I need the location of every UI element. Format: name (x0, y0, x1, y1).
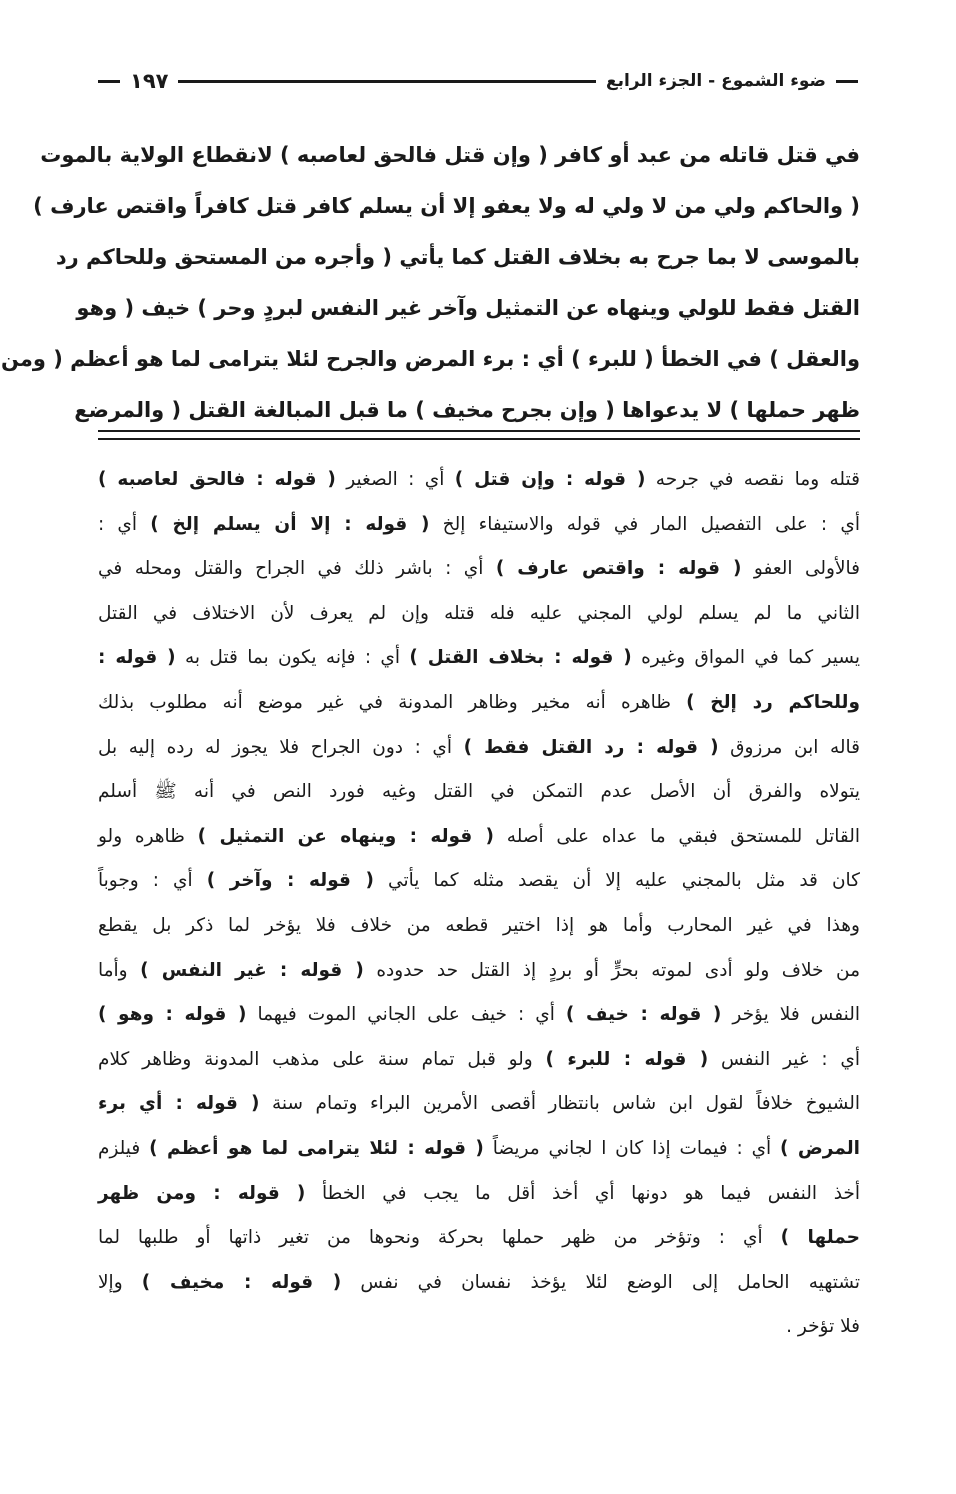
commentary-lemma: وللحاكم رد إلخ ) (686, 691, 860, 713)
commentary-line (98, 1082, 860, 1127)
commentary-line (98, 993, 860, 1038)
commentary-run: ولو قبل تمام سنة على مذهب المدونة وظاهر كلام (98, 1048, 546, 1070)
commentary-lemma: ( قوله : واقتص عارف ) (495, 558, 742, 580)
commentary-lemma: ( قوله : وينهاه عن التمثيل ) (197, 825, 495, 847)
commentary-run: وإلا (98, 1271, 142, 1293)
header-rule-right (836, 80, 858, 83)
commentary-line (98, 1172, 860, 1217)
commentary-run: أي : وجوباً (98, 870, 207, 892)
commentary-line (98, 1216, 860, 1261)
commentary-line (98, 770, 860, 815)
commentary-run: أي : خيف على الجاني الموت فيهما (246, 1004, 566, 1026)
commentary-run: النفس فلا يؤخر (721, 1004, 860, 1026)
commentary-run: أي : الصغير (335, 469, 455, 490)
commentary-run: فلا تؤخر . (786, 1316, 860, 1338)
commentary-line (98, 859, 860, 904)
commentary-run: أي : فيمات إذا كان ا لجاني مريضاً (483, 1137, 781, 1159)
commentary-lemma: ( قوله : وإن قتل ) (454, 469, 646, 490)
commentary-line (98, 1305, 860, 1350)
main-text-line: بالموسى لا بما جرح به بخلاف القتل كما يأتي ( وأجره من المستحق وللحاكم رد (55, 245, 860, 269)
commentary-run: أي : على التفصيل المار في قوله والاستيفاء إلخ (429, 513, 860, 535)
commentary-run: القاتل للمستحق فبقي ما عداه على أصله (494, 825, 860, 847)
commentary-run: الشيوخ خلافاً لقول ابن شاس بانتظار أقصى الأمرين البراء وتمام سنة (259, 1093, 860, 1115)
commentary-run: ظاهره أنه مخير وظاهر المدونة في غير موضع أنه مطلوب بذلك (98, 691, 687, 713)
commentary-run: أي : (98, 513, 151, 535)
commentary-run: أي : باشر ذلك في الجراح والقتل ومحله في (98, 558, 496, 580)
commentary-lemma: ( قوله : رد القتل فقط ) (463, 736, 719, 758)
commentary-line (98, 547, 860, 592)
commentary-line (98, 1127, 860, 1172)
commentary-run: فيلزم (98, 1137, 150, 1159)
main-text-line: والعقل ) في الخطأ ( للبرء ) أي : برء المرض والجرح لئلا يترامى لما هو أعظم ( ومن (0, 347, 860, 371)
commentary-lemma: ( قوله : وهو ) (98, 1004, 247, 1026)
commentary-run: فالأولى العفو (741, 558, 861, 580)
commentary-line (98, 636, 860, 681)
commentary-run: قاله ابن مرزوق (718, 736, 860, 758)
commentary-line (98, 1261, 860, 1306)
commentary-lemma: ( قوله : ومن ظهر (98, 1182, 306, 1204)
main-text (0, 130, 860, 436)
commentary-line (98, 949, 860, 994)
main-text-line: ظهر حملها ) لا يدعواها ( وإن بجرح مخيف ) ما قبل المبالغة القتل ( والمرضع (74, 398, 860, 422)
commentary-lemma: ( قوله : خيف ) (565, 1004, 722, 1026)
commentary-run: أي : وتؤخر من ظهر حملها بحركة ونحوها من تغير ذاتها أو طلبها لما (98, 1227, 781, 1249)
commentary-line (98, 681, 860, 726)
commentary-lemma: ( قوله : أي برء (98, 1093, 260, 1115)
commentary-lemma: ( قوله : (98, 647, 176, 669)
commentary-line (98, 503, 860, 548)
commentary-run: وأما (98, 959, 141, 981)
commentary-run: أي : فإنه يكون بما قتل به (175, 647, 410, 669)
main-text-line: القتل فقط للولي وينهاه عن التمثيل وآخر غير النفس لبردٍ وحر ) خيف ( وهو (76, 296, 860, 320)
commentary-lemma: ( قوله : إلا أن يسلم إلخ ) (150, 513, 430, 535)
commentary-run: كان قد مثل بالمجني عليه إلا أن يقصد مثله كما يأتي (373, 870, 860, 892)
commentary-run: وهذا في غير المحارب وأما هو إذا اختير قطعه من خلاف فلا يؤخر لما ذكر بل يقطع (98, 914, 860, 936)
commentary-run: أخذ النفس فيما هو دونها أي أخذ أقل ما يجب في الخطأ (305, 1182, 860, 1204)
commentary-lemma: ( قوله : للبرء ) (545, 1048, 709, 1070)
commentary-run: ظاهره ولو (98, 825, 198, 847)
commentary-line (98, 592, 860, 637)
separator-rule-top (98, 430, 860, 432)
page-header (98, 66, 858, 96)
commentary-text (98, 458, 860, 1350)
commentary-lemma: حملها ) (780, 1227, 860, 1249)
header-rule-left (98, 80, 120, 83)
commentary-lemma: ( قوله : غير النفس ) (140, 959, 364, 981)
commentary-line (98, 726, 860, 771)
commentary-line (98, 904, 860, 949)
commentary-lemma: ( قوله : فالحق لعاصبه ) (98, 469, 336, 490)
commentary-run: أي : غير النفس (708, 1048, 860, 1070)
header-rule-center (178, 80, 596, 83)
commentary-line (98, 458, 860, 503)
commentary-line (98, 1038, 860, 1083)
commentary-lemma: ( قوله : لئلا يترامى لما هو أعظم ) (149, 1137, 484, 1159)
commentary-lemma: المرض ) (780, 1137, 861, 1159)
separator-rule-bottom (98, 438, 860, 440)
main-text-line: في قتل قاتله من عبد أو كافر ( وإن قتل فالحق لعاصبه ) لانقطاع الولاية بالموت (40, 143, 860, 167)
running-title: ضوء الشموع - الجزء الرابع (605, 71, 826, 91)
commentary-lemma: ( قوله : مخيف ) (141, 1271, 342, 1293)
commentary-run: الثاني ما لم يسلم لولي المجني عليه فله قتله وإن لم يعرف لأن الاختلاف في القتل (98, 602, 860, 624)
commentary-lemma: ( قوله : وآخر ) (206, 870, 374, 892)
commentary-run: يتولاه والفرق أن الأصل عدم التمكن في القتل وغيه فورد النص في أنه ﷺ أسلم (98, 781, 860, 803)
main-text-line: ( والحاكم ولي من لا ولي له ولا يعفو إلا أن يسلم كافر قتل كافراً واقتص عارف ) (33, 194, 860, 218)
commentary-run: من خلاف ولو أدى لموته بحرٍّ أو بردٍ إذ القتل حد حدوده (363, 959, 860, 981)
commentary-run: قتله وما نقصه في جرحه (645, 469, 860, 490)
commentary-lemma: ( قوله : بخلاف القتل ) (409, 647, 632, 669)
page-number: ١٩٧ (130, 69, 169, 93)
commentary-run: أي : دون الجراح فلا يجوز له رده إليه بل (98, 736, 464, 758)
commentary-run: يسير كما في المواق وغيره (631, 647, 860, 669)
commentary-run: تشتهيه الحامل إلى الوضع لئلا يؤخذ نفسان في نفس (341, 1271, 860, 1293)
commentary-line (98, 815, 860, 860)
